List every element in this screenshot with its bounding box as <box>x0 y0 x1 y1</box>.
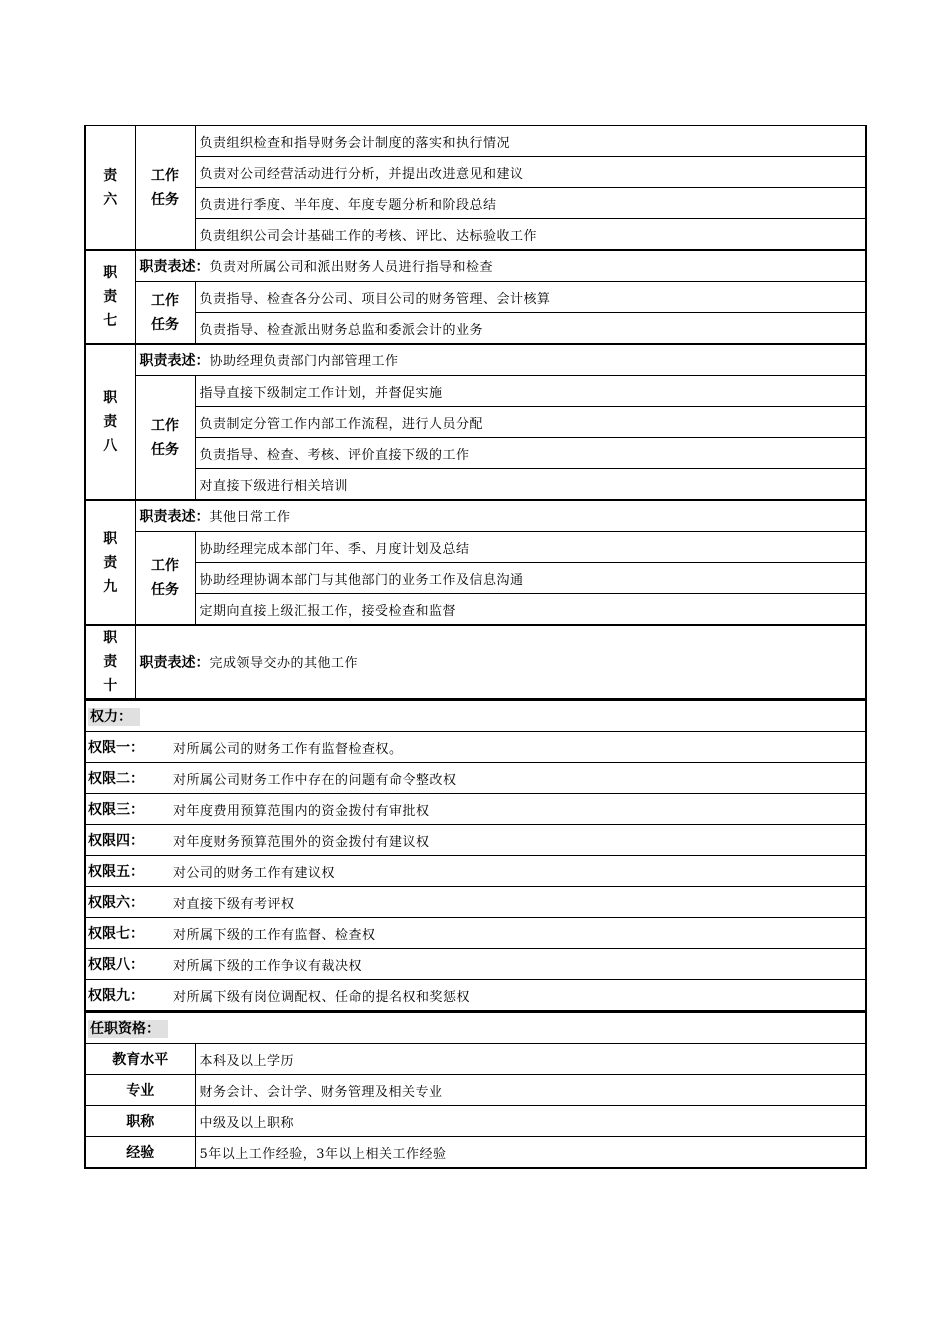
duty-label-char: 责 <box>103 554 118 571</box>
work-task-item: 协助经理协调本部门与其他部门的业务工作及信息沟通 <box>195 563 866 594</box>
duty-statement <box>135 625 866 699</box>
job-description-document <box>84 125 865 1169</box>
power-label: 权限六： <box>85 887 169 918</box>
work-task-label-line: 任务 <box>151 441 179 458</box>
qualification-label: 专业 <box>85 1075 195 1106</box>
work-task-item: 协助经理完成本部门年、季、月度计划及总结 <box>195 532 866 563</box>
duty-label-char: 八 <box>103 438 118 454</box>
duty-label <box>85 500 135 625</box>
duty-statement-label: 职责表述： <box>139 655 210 671</box>
work-task-item: 对直接下级进行相关培训 <box>195 469 866 501</box>
qualification-label: 教育水平 <box>85 1044 195 1075</box>
qualifications-table <box>84 1011 867 1169</box>
work-task-label-line: 任务 <box>151 582 179 598</box>
duty-label-char: 责 <box>103 289 118 305</box>
power-label: 权限一： <box>85 732 169 763</box>
work-task-label-line: 工作 <box>151 417 179 434</box>
work-task-item: 负责组织公司会计基础工作的考核、评比、达标验收工作 <box>195 219 866 251</box>
duty-label-char: 六 <box>103 191 118 208</box>
power-label: 权限七： <box>85 918 169 949</box>
qualification-value: 本科及以上学历 <box>195 1044 866 1075</box>
duty-statement-label: 职责表述： <box>139 353 210 369</box>
power-text: 对所属下级的工作争议有裁决权 <box>169 949 866 980</box>
duty-label <box>85 126 135 251</box>
duty-statement-label: 职责表述： <box>139 509 210 525</box>
power-text: 对年度费用预算范围内的资金拨付有审批权 <box>169 794 866 825</box>
duty-label-char: 职 <box>103 530 118 547</box>
qualification-value: 财务会计、会计学、财务管理及相关专业 <box>195 1075 866 1106</box>
duty-label-char: 七 <box>103 313 118 329</box>
duty-label <box>85 344 135 500</box>
work-task-label-line: 任务 <box>151 191 179 208</box>
duty-statement-text: 协助经理负责部门内部管理工作 <box>209 354 399 369</box>
power-text: 对年度财务预算范围外的资金拨付有建议权 <box>169 825 866 856</box>
responsibilities-table <box>84 125 867 699</box>
qualification-value: 5年以上工作经验，3年以上相关工作经验 <box>195 1137 866 1169</box>
power-text: 对所属公司的财务工作有监督检查权。 <box>169 732 866 763</box>
power-label: 权限四： <box>85 825 169 856</box>
power-label: 权限三： <box>85 794 169 825</box>
power-text: 对所属公司财务工作中存在的问题有命令整改权 <box>169 763 866 794</box>
work-task-item: 负责指导、检查各分公司、项目公司的财务管理、会计核算 <box>195 282 866 313</box>
duty-label-char: 职 <box>103 390 118 406</box>
work-task-item: 指导直接下级制定工作计划，并督促实施 <box>195 376 866 407</box>
power-label: 权限九： <box>85 980 169 1011</box>
work-task-label-line: 工作 <box>151 558 179 574</box>
work-task-label-line: 工作 <box>151 167 179 184</box>
work-task-item: 负责进行季度、半年度、年度专题分析和阶段总结 <box>195 188 866 219</box>
powers-section-title: 权力： <box>85 700 866 732</box>
power-label: 权限八： <box>85 949 169 980</box>
duty-label <box>85 625 135 699</box>
qualification-label: 职称 <box>85 1106 195 1137</box>
duty-statement-text: 负责对所属公司和派出财务人员进行指导和检查 <box>209 260 494 275</box>
duty-label-char: 责 <box>103 654 118 670</box>
work-task-item: 负责组织检查和指导财务会计制度的落实和执行情况 <box>195 126 866 157</box>
duty-label-char: 十 <box>103 678 118 694</box>
duty-statement <box>135 344 866 376</box>
qualification-label: 经验 <box>85 1137 195 1169</box>
work-task-label-line: 工作 <box>151 292 179 309</box>
duty-label-char: 职 <box>103 630 118 646</box>
work-task-item: 负责指导、检查、考核、评价直接下级的工作 <box>195 438 866 469</box>
duty-label-char: 责 <box>103 414 118 430</box>
work-task-item: 定期向直接上级汇报工作，接受检查和监督 <box>195 594 866 626</box>
duty-label-char: 责 <box>103 167 118 184</box>
power-text: 对所属下级有岗位调配权、任命的提名权和奖惩权 <box>169 980 866 1011</box>
work-task-label <box>135 126 195 251</box>
work-task-label <box>135 376 195 501</box>
duty-statement <box>135 250 866 282</box>
work-task-label <box>135 532 195 626</box>
duty-label-char: 九 <box>103 578 118 595</box>
power-text: 对直接下级有考评权 <box>169 887 866 918</box>
work-task-item: 负责制定分管工作内部工作流程，进行人员分配 <box>195 407 866 438</box>
power-label: 权限二： <box>85 763 169 794</box>
power-text: 对公司的财务工作有建议权 <box>169 856 866 887</box>
duty-statement <box>135 500 866 532</box>
duty-statement-text: 其他日常工作 <box>209 510 291 525</box>
duty-label <box>85 250 135 344</box>
power-text: 对所属下级的工作有监督、检查权 <box>169 918 866 949</box>
qualifications-section-title: 任职资格： <box>85 1012 866 1044</box>
power-label: 权限五： <box>85 856 169 887</box>
qualification-value: 中级及以上职称 <box>195 1106 866 1137</box>
work-task-label-line: 任务 <box>151 316 179 333</box>
work-task-label <box>135 282 195 345</box>
duty-label-char: 职 <box>103 265 118 281</box>
work-task-item: 负责对公司经营活动进行分析，并提出改进意见和建议 <box>195 157 866 188</box>
powers-table <box>84 699 867 1011</box>
duty-statement-label: 职责表述： <box>139 259 210 275</box>
work-task-item: 负责指导、检查派出财务总监和委派会计的业务 <box>195 313 866 345</box>
duty-statement-text: 完成领导交办的其他工作 <box>209 656 359 671</box>
